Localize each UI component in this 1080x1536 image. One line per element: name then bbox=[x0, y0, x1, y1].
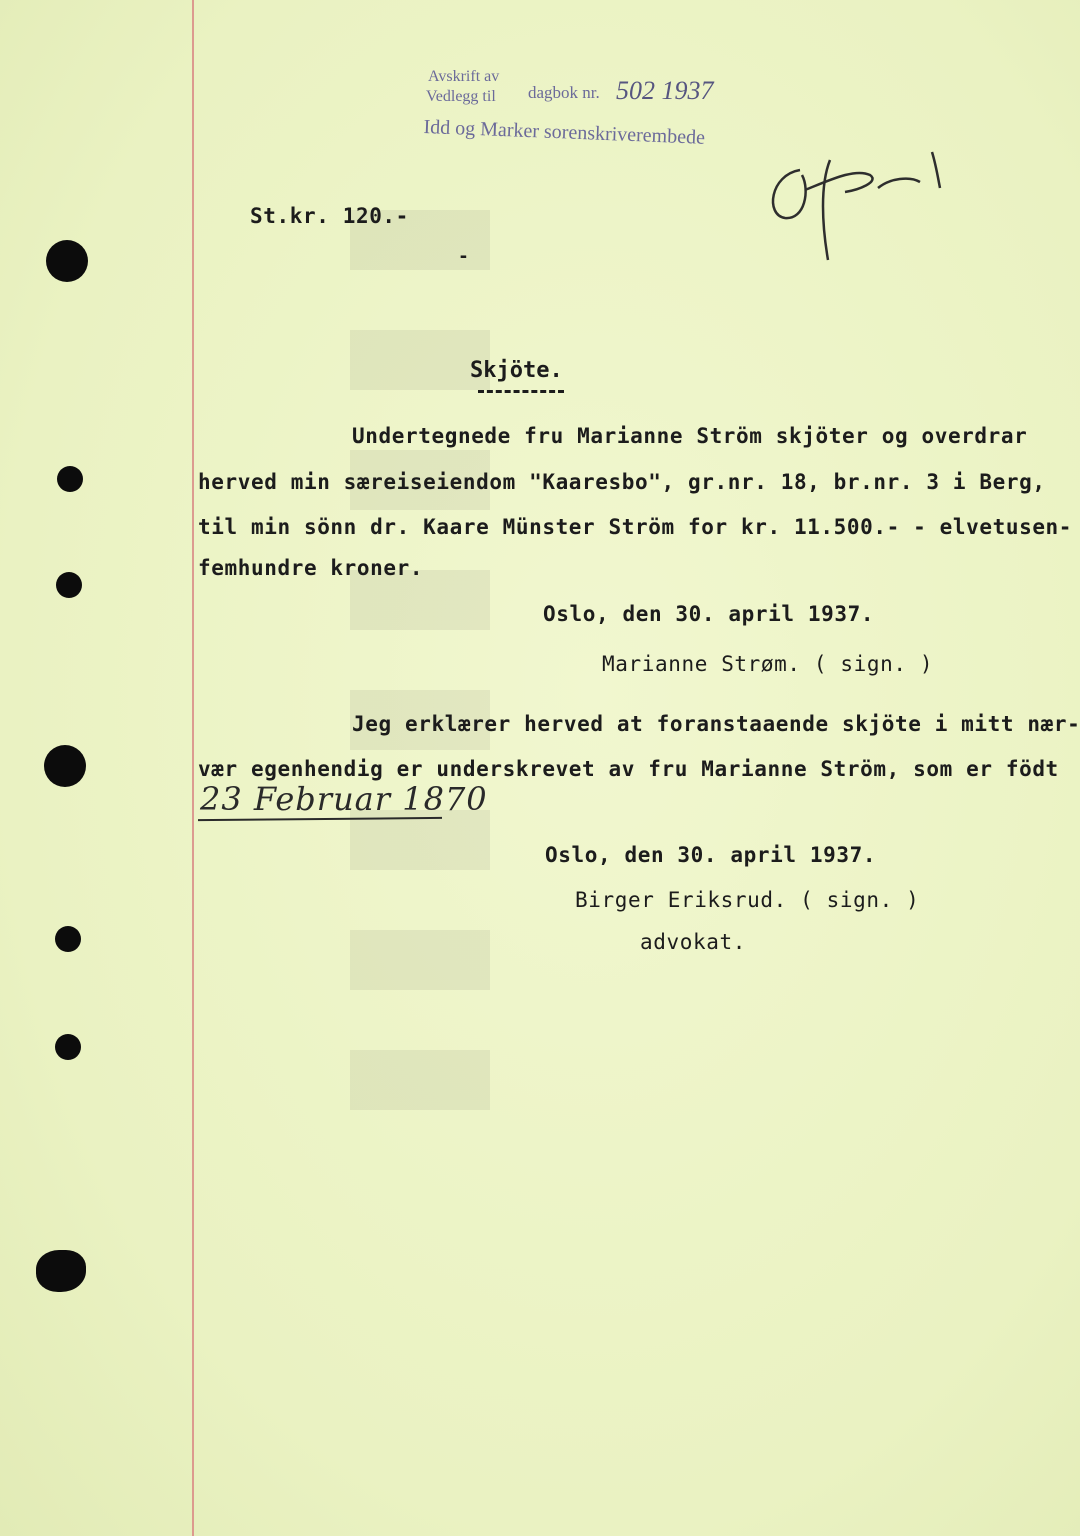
signer-title: advokat. bbox=[640, 930, 746, 954]
punch-hole bbox=[55, 926, 81, 952]
stamp-office: Idd og Marker sorenskriverembede bbox=[423, 116, 706, 149]
stamp-line-2: Vedlegg til bbox=[426, 88, 496, 105]
stray-mark: - bbox=[458, 246, 470, 267]
punch-hole bbox=[46, 240, 88, 282]
title-underline bbox=[478, 390, 564, 393]
stamp-dagbok-number: 502 1937 bbox=[616, 76, 714, 105]
place-date-1: Oslo, den 30. april 1937. bbox=[543, 602, 875, 626]
punch-hole bbox=[57, 466, 83, 492]
declaration-line-1: Jeg erklærer herved at foranstaaende skjöte i mitt nær- bbox=[352, 712, 1080, 736]
body-line-3: til min sönn dr. Kaare Münster Ström for kr. 11.500.- - elvetusen- bbox=[198, 515, 1073, 539]
signature-1: Marianne Strøm. ( sign. ) bbox=[602, 652, 934, 676]
body-line-1: Undertegnede fru Marianne Ström skjöter og overdrar bbox=[352, 424, 1028, 448]
stamp-duty-text: St.kr. 120.- bbox=[250, 204, 409, 228]
signature-2: Birger Eriksrud. ( sign. ) bbox=[575, 888, 920, 912]
declaration-line-2: vær egenhendig er underskrevet av fru Marianne Ström, som er födt bbox=[198, 757, 1059, 781]
punch-hole bbox=[36, 1250, 86, 1292]
bleed-through-watermark bbox=[350, 210, 490, 1170]
handwritten-initials-signature bbox=[760, 130, 960, 270]
handwritten-birthdate: 23 Februar 1870 bbox=[200, 780, 488, 818]
punch-hole bbox=[44, 745, 86, 787]
stamp-dagbok-label: dagbok nr. bbox=[528, 83, 600, 102]
punch-hole bbox=[55, 1034, 81, 1060]
body-line-2: herved min særeiseiendom "Kaaresbo", gr.nr. 18, br.nr. 3 i Berg, bbox=[198, 470, 1046, 494]
stamp-line-1: Avskrift av bbox=[428, 68, 500, 85]
document-title: Skjöte. bbox=[470, 358, 563, 383]
red-margin-line bbox=[192, 0, 194, 1536]
place-date-2: Oslo, den 30. april 1937. bbox=[545, 843, 877, 867]
body-line-4: femhundre kroner. bbox=[198, 556, 424, 580]
punch-hole bbox=[56, 572, 82, 598]
